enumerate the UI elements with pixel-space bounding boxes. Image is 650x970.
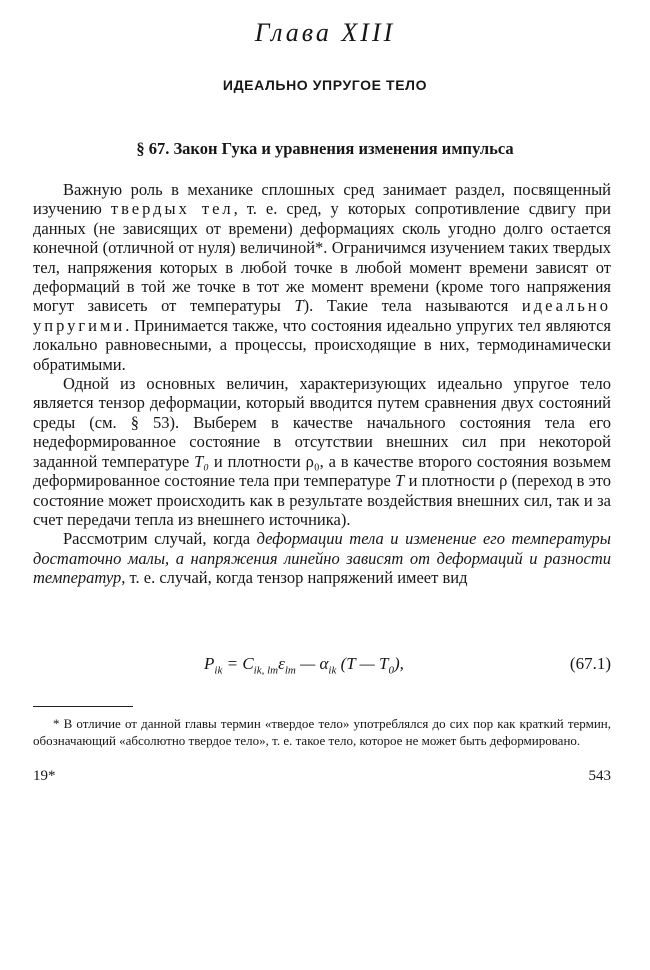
equation-number: (67.1) <box>569 654 611 673</box>
eq-symbol: ε <box>278 654 285 673</box>
eq-subscript: 0 <box>388 664 394 677</box>
text-run: и плотности ρ (переход в это состояние может происходить как в результате воздействия внешних сил, так и за счет передачи тепла из внешнего источника). <box>33 471 611 529</box>
text-run: , т. е. сред, у которых сопротивление сдвигу при данных (не зависящих от времени) деформациях сколь угодно долго остается конечной (отличной от нуля) величиной*. Ограничимся изучением таких твердых тел, напряжения которых в любой точке в любой момент времени зависят от деформаций в той же точке в тот же момент времени (кроме того напряжения могут зависеть от температуры <box>33 199 611 316</box>
footnote-text: * В отличие от данной главы термин «твердое тело» употреблялся до сих пор как краткий термин, обозначающий «абсолютно твердое тело», т. е. такое тело, которое не может быть деформировано. <box>33 716 611 748</box>
italic-emphasis: деформации тела и изменение его температуры достаточно малы, а напряжения линейно зависят от деформаций и разности температур <box>33 529 611 588</box>
paragraph-1 <box>33 180 611 374</box>
eq-symbol: ), <box>393 654 404 673</box>
spaced-term: твердых тел <box>110 199 234 219</box>
eq-symbol: (T — T <box>336 654 389 673</box>
chapter-title: ИДЕАЛЬНО УПРУГОЕ ТЕЛО <box>222 77 428 93</box>
section-title: § 67. Закон Гука и уравнения изменения импульса <box>136 139 514 158</box>
math-symbol: T <box>395 471 405 491</box>
text-run: и плотности ρ₀, а в качестве второго состояния возьмем деформированное состояние тела при температуре <box>33 451 611 491</box>
math-symbol: T <box>294 296 304 316</box>
text-run: Одной из основных величин, характеризующих идеально упругое тело является тензор деформации, который вводится путем сравнения двух состояний среды (см. § 53). Выберем в качестве начального состояния тела его недеформированное состояние в отсутствии внешних сил при некоторой заданной температуре <box>33 374 611 471</box>
spaced-term: идеально упругими <box>33 296 611 335</box>
eq-operator: — <box>295 654 320 673</box>
footnote-divider <box>33 706 133 707</box>
footnote <box>33 716 611 749</box>
eq-operator: = <box>222 654 243 673</box>
body-text <box>33 180 611 588</box>
eq-subscript: ik <box>214 664 223 677</box>
eq-symbol: P <box>204 654 215 673</box>
eq-symbol: C <box>242 654 254 673</box>
eq-symbol: α <box>319 654 329 673</box>
text-run: . Принимается также, что состояния идеально упругих тел являются локально равновесными, а процессы, происходящие в них, термодинамически обратимыми. <box>33 315 611 374</box>
eq-subscript: lm <box>284 664 296 677</box>
equation-67-1 <box>33 654 611 680</box>
text-run: Важную роль в механике сплошных сред занимает раздел, посвященный изучению <box>33 180 611 219</box>
chapter-heading: Глава XIII <box>254 18 396 47</box>
eq-subscript: ik, lm <box>253 664 279 677</box>
math-symbol: T₀ <box>194 451 210 471</box>
page-number: 543 <box>588 768 611 784</box>
text-run: , т. е. случай, когда тензор напряжений имеет вид <box>121 568 468 588</box>
paragraph-3 <box>33 529 611 587</box>
paragraph-2 <box>33 374 611 529</box>
equation-formula <box>204 654 404 676</box>
eq-subscript: ik <box>328 664 337 677</box>
signature-mark: 19* <box>33 768 56 784</box>
text-run: ). Такие тела называются <box>303 296 522 316</box>
text-run: Рассмотрим случай, когда <box>63 529 257 549</box>
